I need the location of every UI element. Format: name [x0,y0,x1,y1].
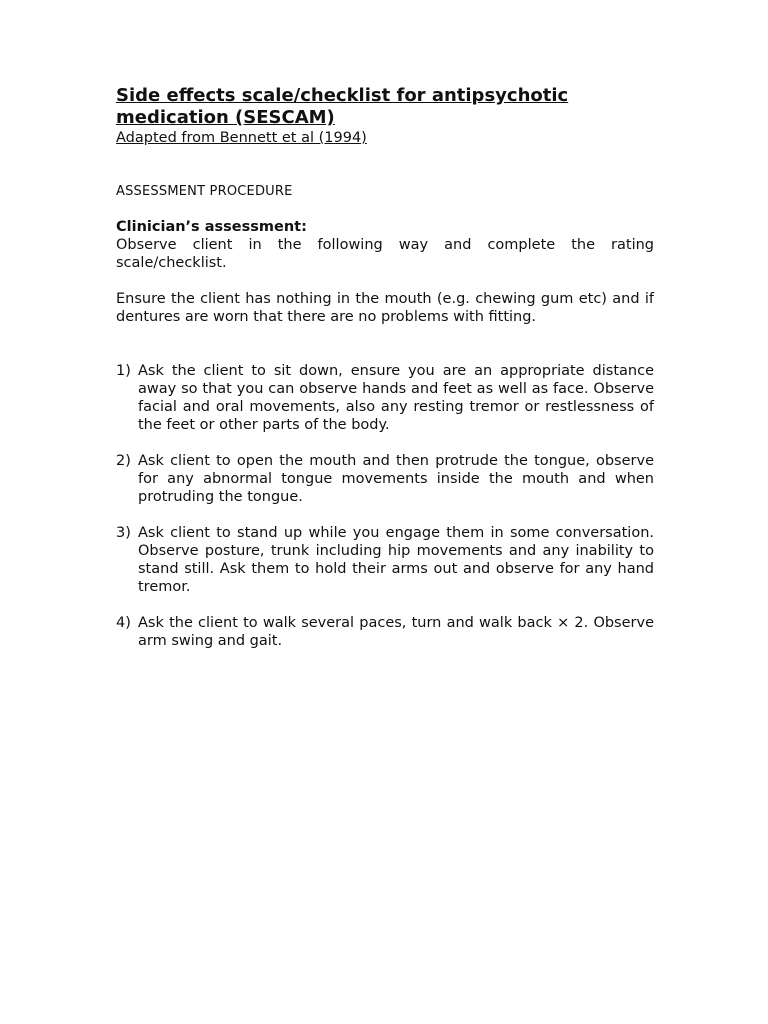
procedure-steps [116,362,654,650]
step-number: 2) [116,453,131,469]
ensure-paragraph: Ensure the client has nothing in the mouth (e.g. chewing gum etc) and if dentures are worn that there are no problems with fitting. [116,291,654,325]
document-title-line-1: Side effects scale/checklist for antipsychotic [116,85,569,106]
step-number: 1) [116,363,131,379]
section-heading: ASSESSMENT PROCEDURE [116,184,293,199]
step-number: 4) [116,615,131,631]
intro-paragraph: Observe client in the following way and complete the rating scale/checklist. [116,237,654,271]
document-subtitle: Adapted from Bennett et al (1994) [116,130,367,146]
step-text: Ask client to stand up while you engage them in some conversation. Observe posture, trunk including hip movements and any inability to stand still. Ask them to hold their arms out and observe for any hand tremor. [138,525,654,595]
step-text: Ask client to open the mouth and then protrude the tongue, observe for any abnormal tongue movements inside the mouth and when protruding the tongue. [138,453,654,505]
sub-heading: Clinician’s assessment: [116,219,307,235]
procedure-step [116,524,654,596]
document-title [116,85,654,129]
document-page [116,85,654,668]
step-text: Ask the client to sit down, ensure you are an appropriate distance away so that you can observe hands and feet as well as face. Observe facial and oral movements, also any resting tremor or restlessness of the feet or other parts of the body. [138,363,654,433]
document-title-line-2: medication (SESCAM) [116,107,335,128]
procedure-step [116,452,654,506]
procedure-step [116,614,654,650]
step-number: 3) [116,525,131,541]
procedure-step [116,362,654,434]
step-text: Ask the client to walk several paces, turn and walk back × 2. Observe arm swing and gait. [138,615,654,649]
